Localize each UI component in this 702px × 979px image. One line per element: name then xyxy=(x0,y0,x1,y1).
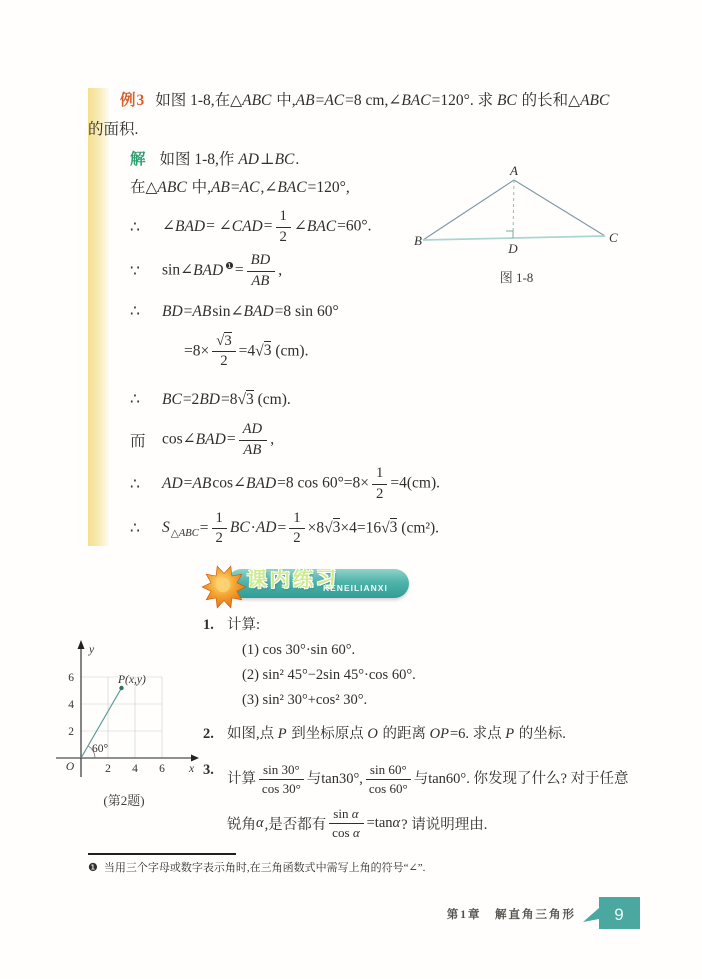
vertex-b-label: B xyxy=(414,233,422,248)
sun-icon xyxy=(201,562,247,612)
problem-1-number: 1. xyxy=(203,617,214,633)
therefore-symbol: ∴ xyxy=(130,218,140,236)
problem-1-subitem: (1) cos 30°·sin 60°. xyxy=(242,642,356,658)
footnote-rule xyxy=(88,853,236,855)
problem-1-title: 计算: xyxy=(227,617,261,633)
y-tick-6: 6 xyxy=(68,672,74,684)
problem-3-head xyxy=(203,757,651,801)
y-tick-2: 2 xyxy=(68,726,74,738)
therefore-symbol: ∴ xyxy=(130,391,140,409)
therefore-symbol: ∴ xyxy=(130,520,140,538)
problem-1-body xyxy=(227,612,651,713)
problem-3-continuation xyxy=(203,803,651,843)
problem-2-graph xyxy=(48,638,200,809)
x-axis-label: x xyxy=(189,763,195,775)
solution-expression: =8× $\frac{√3}{2}$ =4√3 (cm). xyxy=(184,332,309,370)
solution-row xyxy=(88,297,628,327)
problem-3-line-1 xyxy=(227,757,651,801)
problem-2-number: 2. xyxy=(203,726,214,742)
footnote xyxy=(88,860,623,876)
solution-expression: $S_{\triangle ABC}=$ $\frac{1}{2}$ BC·AD= $\frac{1}{2}$ ×8√3×4=16√3 (cm²). xyxy=(162,509,440,547)
figure-1-8 xyxy=(413,166,620,286)
y-tick-4: 4 xyxy=(68,699,74,711)
vertex-d-label: D xyxy=(508,241,518,256)
problem-2-text: 如图,点 P 到坐标原点 O 的距离 OP=6. 求点 P 的坐标. xyxy=(227,726,566,742)
graph-caption: (第2题) xyxy=(103,793,145,808)
solution-expression: ∠BAD= ∠CAD= $\frac{1}{2}$ ∠BAC=60°. xyxy=(162,208,372,245)
practice-banner xyxy=(201,562,416,612)
example-label: 例3 xyxy=(120,92,146,109)
vertex-c-label: C xyxy=(609,230,618,245)
practice-problems xyxy=(203,612,651,845)
solution-row xyxy=(88,465,628,503)
solution-expression: sin∠BAD $^❶$= $\frac{BD}{AB}$ , xyxy=(162,252,283,289)
therefore-symbol: ∴ xyxy=(130,303,140,321)
point-p-label: P(x,y) xyxy=(118,674,146,686)
solution-row xyxy=(88,385,628,415)
problem-1 xyxy=(203,612,651,713)
banner-title: 课内练习 xyxy=(247,569,339,591)
page-number: 9 xyxy=(614,905,624,924)
solution-expression: AD=ABcos∠BAD=8 cos 60°=8× $\frac{1}{2}$ =4(cm). xyxy=(162,465,441,502)
footnote-text: 当用三个字母或数字表示角时,在三角函数式中需写上角的符号“∠”. xyxy=(103,862,426,874)
therefore-symbol: ∴ xyxy=(130,475,140,493)
origin-label: O xyxy=(65,761,75,773)
example-block xyxy=(88,86,628,554)
problem-1-subitem: (2) sin² 45°−2sin 45°·cos 60°. xyxy=(242,667,416,683)
angle-60-label: 60° xyxy=(92,743,109,755)
problem-3 xyxy=(203,757,651,843)
problem-3-expression: 锐角 α ,是否都有 $\frac{\text{sin α}}{\text{cos α}}$ = tan α ? 请说明理由. xyxy=(227,805,488,840)
figure-caption: 图 1-8 xyxy=(499,270,534,285)
x-tick-4: 4 xyxy=(132,763,138,775)
solution-expression: BC=2BD=8√3 (cm). xyxy=(162,390,291,408)
solution-expression: cos∠BAD= $\frac{AD}{AB}$ , xyxy=(162,420,275,458)
problem-3-expression: 计算 $\frac{\sin 30^\circ}{\cos 30^\circ}$ 与 tan 30°, $\frac{\sin 60^\circ}{\cos 60^\circ}$ 与 tan 60°. 你发现了什么? 对于任意 xyxy=(227,761,629,796)
solution-row xyxy=(88,333,628,371)
therefore-symbol: 而 xyxy=(130,433,146,451)
example-statement xyxy=(88,86,626,144)
triangle-figure xyxy=(413,166,620,258)
therefore-symbol: ∵ xyxy=(130,262,140,280)
x-tick-2: 2 xyxy=(105,763,111,775)
problem-1-subitem: (3) sin² 30°+cos² 30°. xyxy=(242,692,368,708)
x-tick-6: 6 xyxy=(159,763,165,775)
solve-label: 解 xyxy=(130,151,146,168)
chapter-title: 第1章 解直角三角形 xyxy=(446,909,576,921)
problem-1-subitems xyxy=(227,638,651,713)
footnote-marker: ❶ xyxy=(88,862,98,874)
y-axis-label: y xyxy=(89,644,95,656)
solution-lead: 在△ABC 中,AB=AC,∠BAC=120°, xyxy=(130,179,350,196)
solution-row xyxy=(88,421,628,459)
solution-row xyxy=(88,510,628,548)
problem-2 xyxy=(203,721,651,747)
page-number-tab xyxy=(582,896,642,932)
banner-pinyin: KENEILIANXI xyxy=(323,583,388,593)
solution-expression: BD=ABsin∠BAD=8 sin 60° xyxy=(162,303,339,321)
solution-intro-text: 如图 1-8,作 AD⊥BC. xyxy=(159,151,300,168)
example-statement-text: 如图 1-8,在△ABC 中,AB=AC=8 cm,∠BAC=120°. 求 BC 的长和△ABC 的面积. xyxy=(88,92,610,138)
vertex-a-label: A xyxy=(510,166,518,178)
problem-3-number: 3. xyxy=(203,762,214,778)
page-footer xyxy=(400,896,642,932)
coordinate-plot xyxy=(48,638,200,783)
